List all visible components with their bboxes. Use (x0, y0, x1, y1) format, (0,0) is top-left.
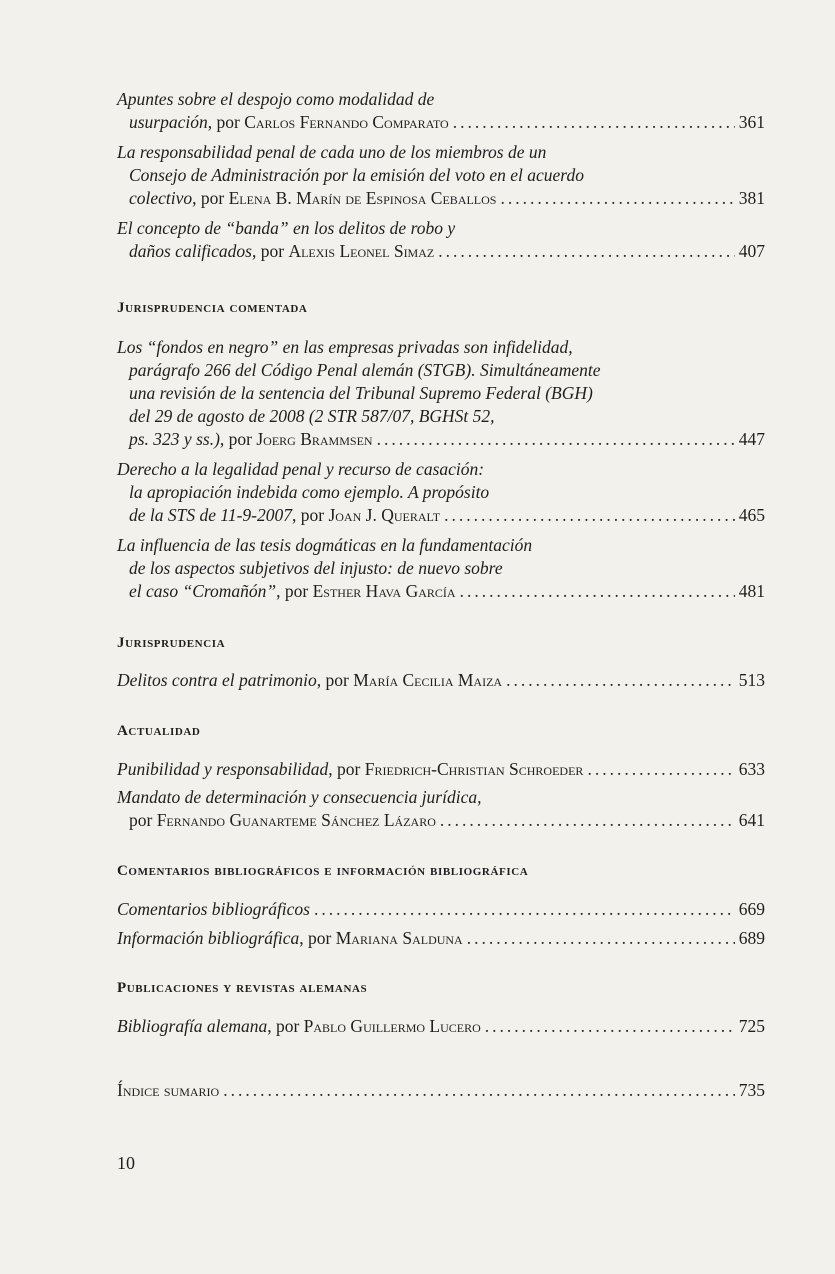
leader-dots (500, 187, 734, 210)
entry-page-number: 407 (738, 241, 765, 261)
entry-author: Pablo Guillermo Lucero (303, 1016, 481, 1036)
entry-page-number: 669 (738, 899, 765, 919)
entry-author: María Cecilia Maiza (353, 670, 503, 690)
entry-page-number: 641 (738, 810, 765, 830)
entry-author: Alexis Leonel Simaz (288, 241, 435, 261)
entry-page-number: 447 (738, 429, 765, 449)
entry-last-line: Información bibliográfica, por Mariana Salduna ..... 689 (117, 927, 765, 950)
entry-last-line: Punibilidad y responsabilidad, por Friedrich-Christian Schroeder ..... 633 (117, 758, 765, 781)
toc-entry[interactable] (117, 927, 765, 950)
entry-title-line: del 29 de agosto de 2008 (2 STR 587/07, BGHSt 52, (129, 406, 495, 426)
entry-last-line: usurpación, por Carlos Fernando Comparato ..... 361 (117, 111, 765, 134)
leader-dots (438, 240, 735, 263)
leader-dots (377, 428, 735, 451)
section-heading: Comentarios bibliográficos e información bibliográfica (117, 863, 529, 879)
entry-last-line: Comentarios bibliográficos ..... 669 (117, 898, 765, 921)
entry-last-line: daños calificados, por Alexis Leonel Simaz ..... 407 (117, 240, 765, 263)
entry-last-line (117, 1079, 765, 1102)
toc-entry[interactable] (117, 898, 765, 921)
entry-title-line: una revisión de la sentencia del Tribunal Supremo Federal (BGH) (129, 383, 593, 403)
entry-title-line: Mandato de determinación y consecuencia jurídica, (117, 787, 482, 807)
entry-title-line: Derecho a la legalidad penal y recurso de casación: (117, 459, 485, 479)
toc-entry[interactable] (117, 669, 765, 692)
entry-page-number: 361 (738, 112, 765, 132)
entry-title-line: El concepto de “banda” en los delitos de robo y (117, 218, 456, 238)
toc-entry[interactable] (117, 336, 765, 451)
entry-page-number: 689 (738, 928, 765, 948)
entry-author: Joan J. Queralt (328, 505, 441, 525)
section-heading: Jurisprudencia comentada (117, 300, 308, 316)
entry-last-line: el caso “Cromañón”, por Esther Hava García ..... 481 (117, 580, 765, 603)
indice-label: Índice sumario (117, 1080, 220, 1100)
entry-page-number: 513 (738, 670, 765, 690)
leader-dots (453, 111, 735, 134)
entry-page-number: 735 (738, 1080, 765, 1100)
entry-title-line: La responsabilidad penal de cada uno de los miembros de un (117, 142, 547, 162)
section-heading: Jurisprudencia (117, 635, 226, 651)
entry-author: Elena B. Marín de Espinosa Ceballos (228, 188, 497, 208)
toc-entry[interactable] (117, 786, 765, 832)
entry-last-line: por Fernando Guanarteme Sánchez Lázaro ..... 641 (117, 809, 765, 832)
leader-dots (314, 898, 735, 921)
toc-entry[interactable] (117, 1015, 765, 1038)
toc-entry[interactable] (117, 88, 765, 134)
leader-dots (460, 580, 735, 603)
entry-title-line: parágrafo 266 del Código Penal alemán (STGB). Simultáneamente (129, 360, 601, 380)
entry-last-line: Delitos contra el patrimonio, por María Cecilia Maiza ..... 513 (117, 669, 765, 692)
leader-dots (506, 669, 735, 692)
toc-entry-indice[interactable] (117, 1079, 765, 1102)
entry-author: Mariana Salduna (335, 928, 463, 948)
entry-author: Esther Hava García (312, 581, 456, 601)
entry-page-number: 633 (738, 759, 765, 779)
entry-author: Carlos Fernando Comparato (244, 112, 449, 132)
leader-dots (587, 758, 734, 781)
leader-dots (485, 1015, 735, 1038)
entry-page-number: 465 (738, 505, 765, 525)
entry-title-line: La influencia de las tesis dogmáticas en la fundamentación (117, 535, 533, 555)
leader-dots (444, 504, 735, 527)
entry-last-line: de la STS de 11-9-2007, por Joan J. Queralt ..... 465 (117, 504, 765, 527)
toc-entry[interactable] (117, 534, 765, 603)
page-folio: 10 (117, 1153, 135, 1173)
entry-title-line: la apropiación indebida como ejemplo. A propósito (129, 482, 490, 502)
toc-entry[interactable] (117, 758, 765, 781)
leader-dots (440, 809, 735, 832)
toc-entry[interactable] (117, 141, 765, 210)
leader-dots (467, 927, 735, 950)
entry-title-line: de los aspectos subjetivos del injusto: de nuevo sobre (129, 558, 503, 578)
entry-last-line: Bibliografía alemana, por Pablo Guillermo Lucero ..... 725 (117, 1015, 765, 1038)
entry-author: Friedrich-Christian Schroeder (364, 759, 584, 779)
entry-title-line: Consejo de Administración por la emisión del voto en el acuerdo (129, 165, 584, 185)
leader-dots (223, 1079, 735, 1102)
toc-entry[interactable] (117, 458, 765, 527)
entry-last-line: ps. 323 y ss.), por Joerg Brammsen ..... 447 (117, 428, 765, 451)
entry-page-number: 381 (738, 188, 765, 208)
entry-page-number: 725 (738, 1016, 765, 1036)
entry-title-line: Los “fondos en negro” en las empresas privadas son infidelidad, (117, 337, 573, 357)
toc-entry[interactable] (117, 217, 765, 263)
entry-last-line: colectivo, por Elena B. Marín de Espinosa Ceballos ..... 381 (117, 187, 765, 210)
entry-page-number: 481 (738, 581, 765, 601)
section-heading: Actualidad (117, 723, 201, 739)
entry-author: Joerg Brammsen (256, 429, 373, 449)
section-heading: Publicaciones y revistas alemanas (117, 980, 368, 996)
entry-author: Fernando Guanarteme Sánchez Lázaro (156, 810, 436, 830)
entry-title-line: Apuntes sobre el despojo como modalidad de (117, 89, 435, 109)
